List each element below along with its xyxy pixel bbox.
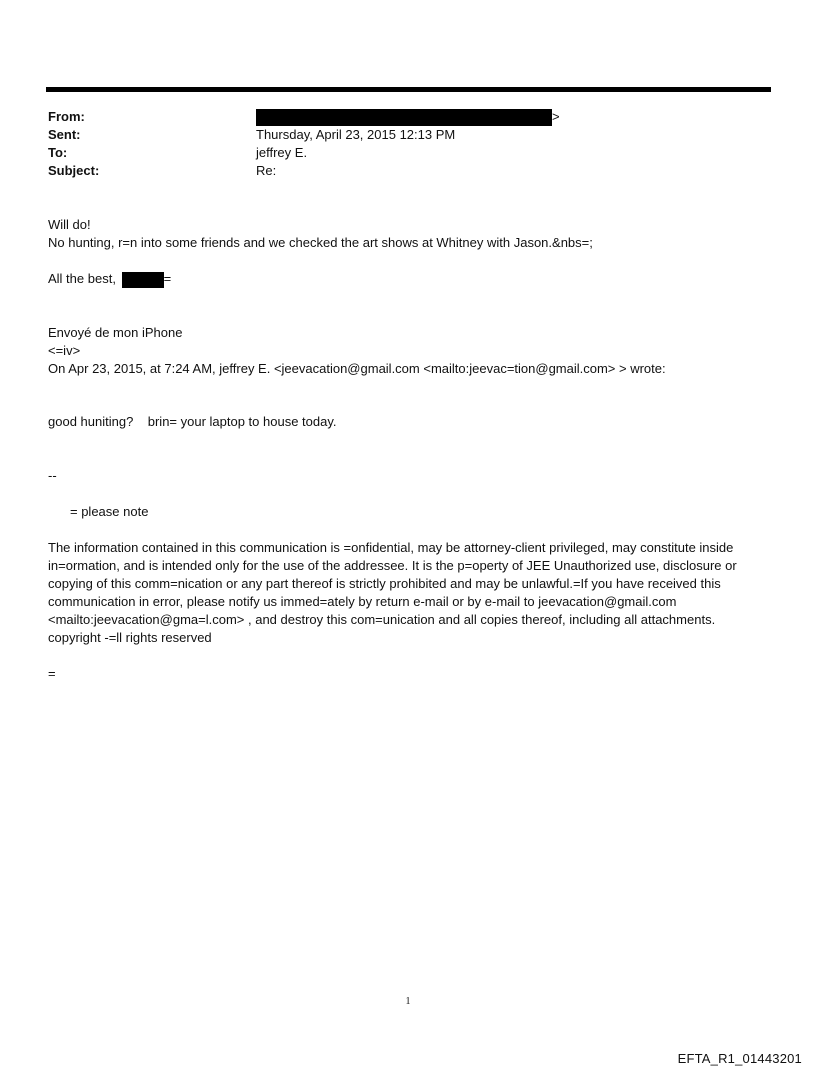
page-number: 1	[405, 996, 411, 1007]
signoff-prefix: All the best,	[48, 271, 116, 286]
bates-number: EFTA_R1_01443201	[677, 1051, 802, 1066]
please-note: = please note	[70, 504, 149, 519]
div-tag-line: <=iv>	[48, 343, 81, 358]
from-suffix: >	[552, 109, 560, 124]
quote-intro: On Apr 23, 2015, at 7:24 AM, jeffrey E. <jeevacation@gmail.com <mailto:jeevac=tion@gmail.com> > wrote:	[48, 361, 666, 376]
sent-label: Sent:	[48, 127, 81, 142]
disclaimer: The information contained in this communication is =onfidential, may be attorney-client privileged, may constitute inside in=ormation, and is intended only for the use of the addressee. It is the p=operty of JEE Unauthorized use, disclosure or copying of this comm=nication or any part thereof is strictly prohibited and may be unlawful.=If you have received this communication in error, please notify us immed=ately by return e-mail or by e-mail to jeevacation@gmail.com <mailto:jeevacation@gma=l.com> , and destroy this com=unication and all copies thereof, including all attachments. copyright -=ll rights reserved	[48, 540, 737, 645]
trailing-equals: =	[48, 666, 56, 681]
subject-label: Subject:	[48, 163, 100, 178]
body-line-1: Will do!	[48, 217, 91, 232]
redaction-box	[122, 272, 164, 288]
to-value: jeffrey E.	[256, 145, 308, 160]
signoff	[48, 270, 768, 288]
to-label: To:	[48, 145, 68, 160]
subject-value: Re:	[256, 163, 277, 178]
dashes-line: --	[48, 468, 57, 483]
body-line-2: No hunting, r=n into some friends and we checked the art shows at Whitney with Jason.&nbs=;	[48, 235, 593, 250]
header-rule	[46, 87, 771, 92]
sent-value: Thursday, April 23, 2015 12:13 PM	[256, 127, 456, 142]
quoted-message: good huniting? brin= your laptop to house today.	[48, 414, 337, 429]
signoff-suffix: =	[163, 271, 172, 286]
envoye-line: Envoyé de mon iPhone	[48, 325, 183, 340]
redaction-box	[256, 109, 552, 126]
from-label: From:	[48, 109, 85, 124]
